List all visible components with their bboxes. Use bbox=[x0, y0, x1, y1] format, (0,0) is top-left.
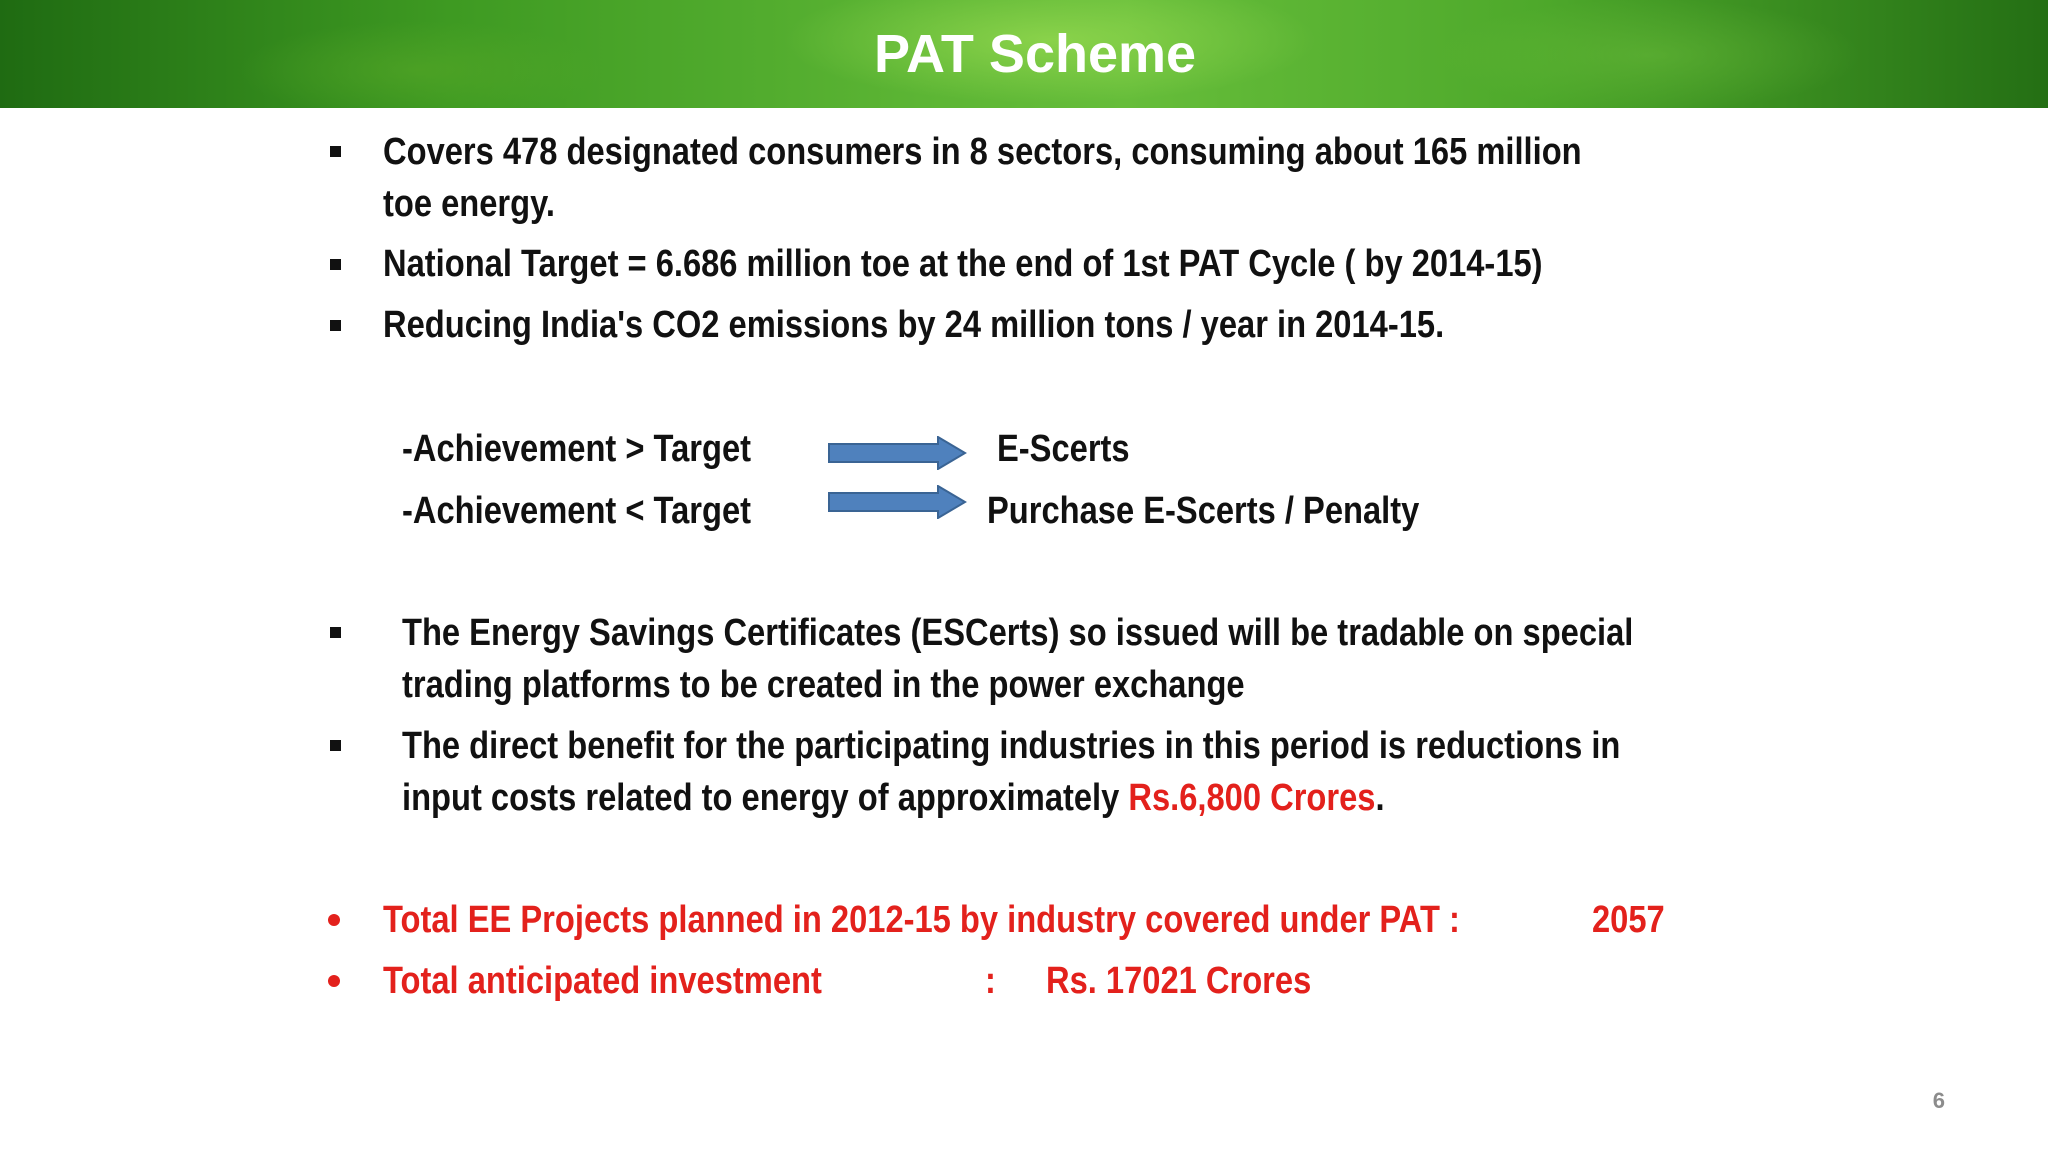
round-bullet-icon bbox=[328, 914, 340, 926]
right-arrow-icon bbox=[828, 485, 968, 519]
slide-title: PAT Scheme bbox=[873, 24, 1197, 84]
investment-separator: : bbox=[985, 960, 996, 1002]
page-number: 6 bbox=[1932, 1088, 1945, 1113]
bullet-escerts-line1: The Energy Savings Certificates (ESCerts) so issued will be tradable on special bbox=[402, 612, 1634, 654]
square-bullet-icon bbox=[330, 146, 341, 157]
investment-label: Total anticipated investment bbox=[383, 960, 822, 1002]
investment-value: Rs. 17021 Crores bbox=[1046, 960, 1312, 1002]
bullet-co2-reduction: Reducing India's CO2 emissions by 24 million tons / year in 2014-15. bbox=[383, 304, 1445, 346]
benefit-text: input costs related to energy of approximately bbox=[402, 777, 1129, 819]
square-bullet-icon bbox=[330, 320, 341, 331]
benefit-period: . bbox=[1375, 777, 1385, 819]
benefit-amount: Rs.6,800 Crores bbox=[1128, 777, 1376, 819]
right-arrow-icon bbox=[828, 436, 968, 470]
round-bullet-icon bbox=[328, 975, 340, 987]
square-bullet-icon bbox=[330, 259, 341, 270]
ee-projects-label: Total EE Projects planned in 2012-15 by industry covered under PAT : bbox=[383, 899, 1460, 941]
outcome-result-above: E-Scerts bbox=[997, 428, 1130, 470]
outcome-result-below: Purchase E-Scerts / Penalty bbox=[987, 490, 1420, 532]
square-bullet-icon bbox=[330, 740, 341, 751]
bullet-direct-benefit-line1: The direct benefit for the participating industries in this period is reductions in bbox=[402, 725, 1621, 767]
square-bullet-icon bbox=[330, 627, 341, 638]
outcome-condition-below: -Achievement < Target bbox=[402, 490, 751, 532]
outcome-condition-above: -Achievement > Target bbox=[402, 428, 751, 470]
ee-projects-value: 2057 bbox=[1592, 899, 1665, 941]
bullet-escerts-line2: trading platforms to be created in the power exchange bbox=[402, 664, 1245, 706]
bullet-consumers-line2: toe energy. bbox=[383, 183, 555, 225]
bullet-consumers-line1: Covers 478 designated consumers in 8 sectors, consuming about 165 million bbox=[383, 131, 1582, 173]
bullet-national-target: National Target = 6.686 million toe at the end of 1st PAT Cycle ( by 2014-15) bbox=[383, 243, 1543, 285]
bullet-direct-benefit-line2 bbox=[402, 772, 1385, 824]
